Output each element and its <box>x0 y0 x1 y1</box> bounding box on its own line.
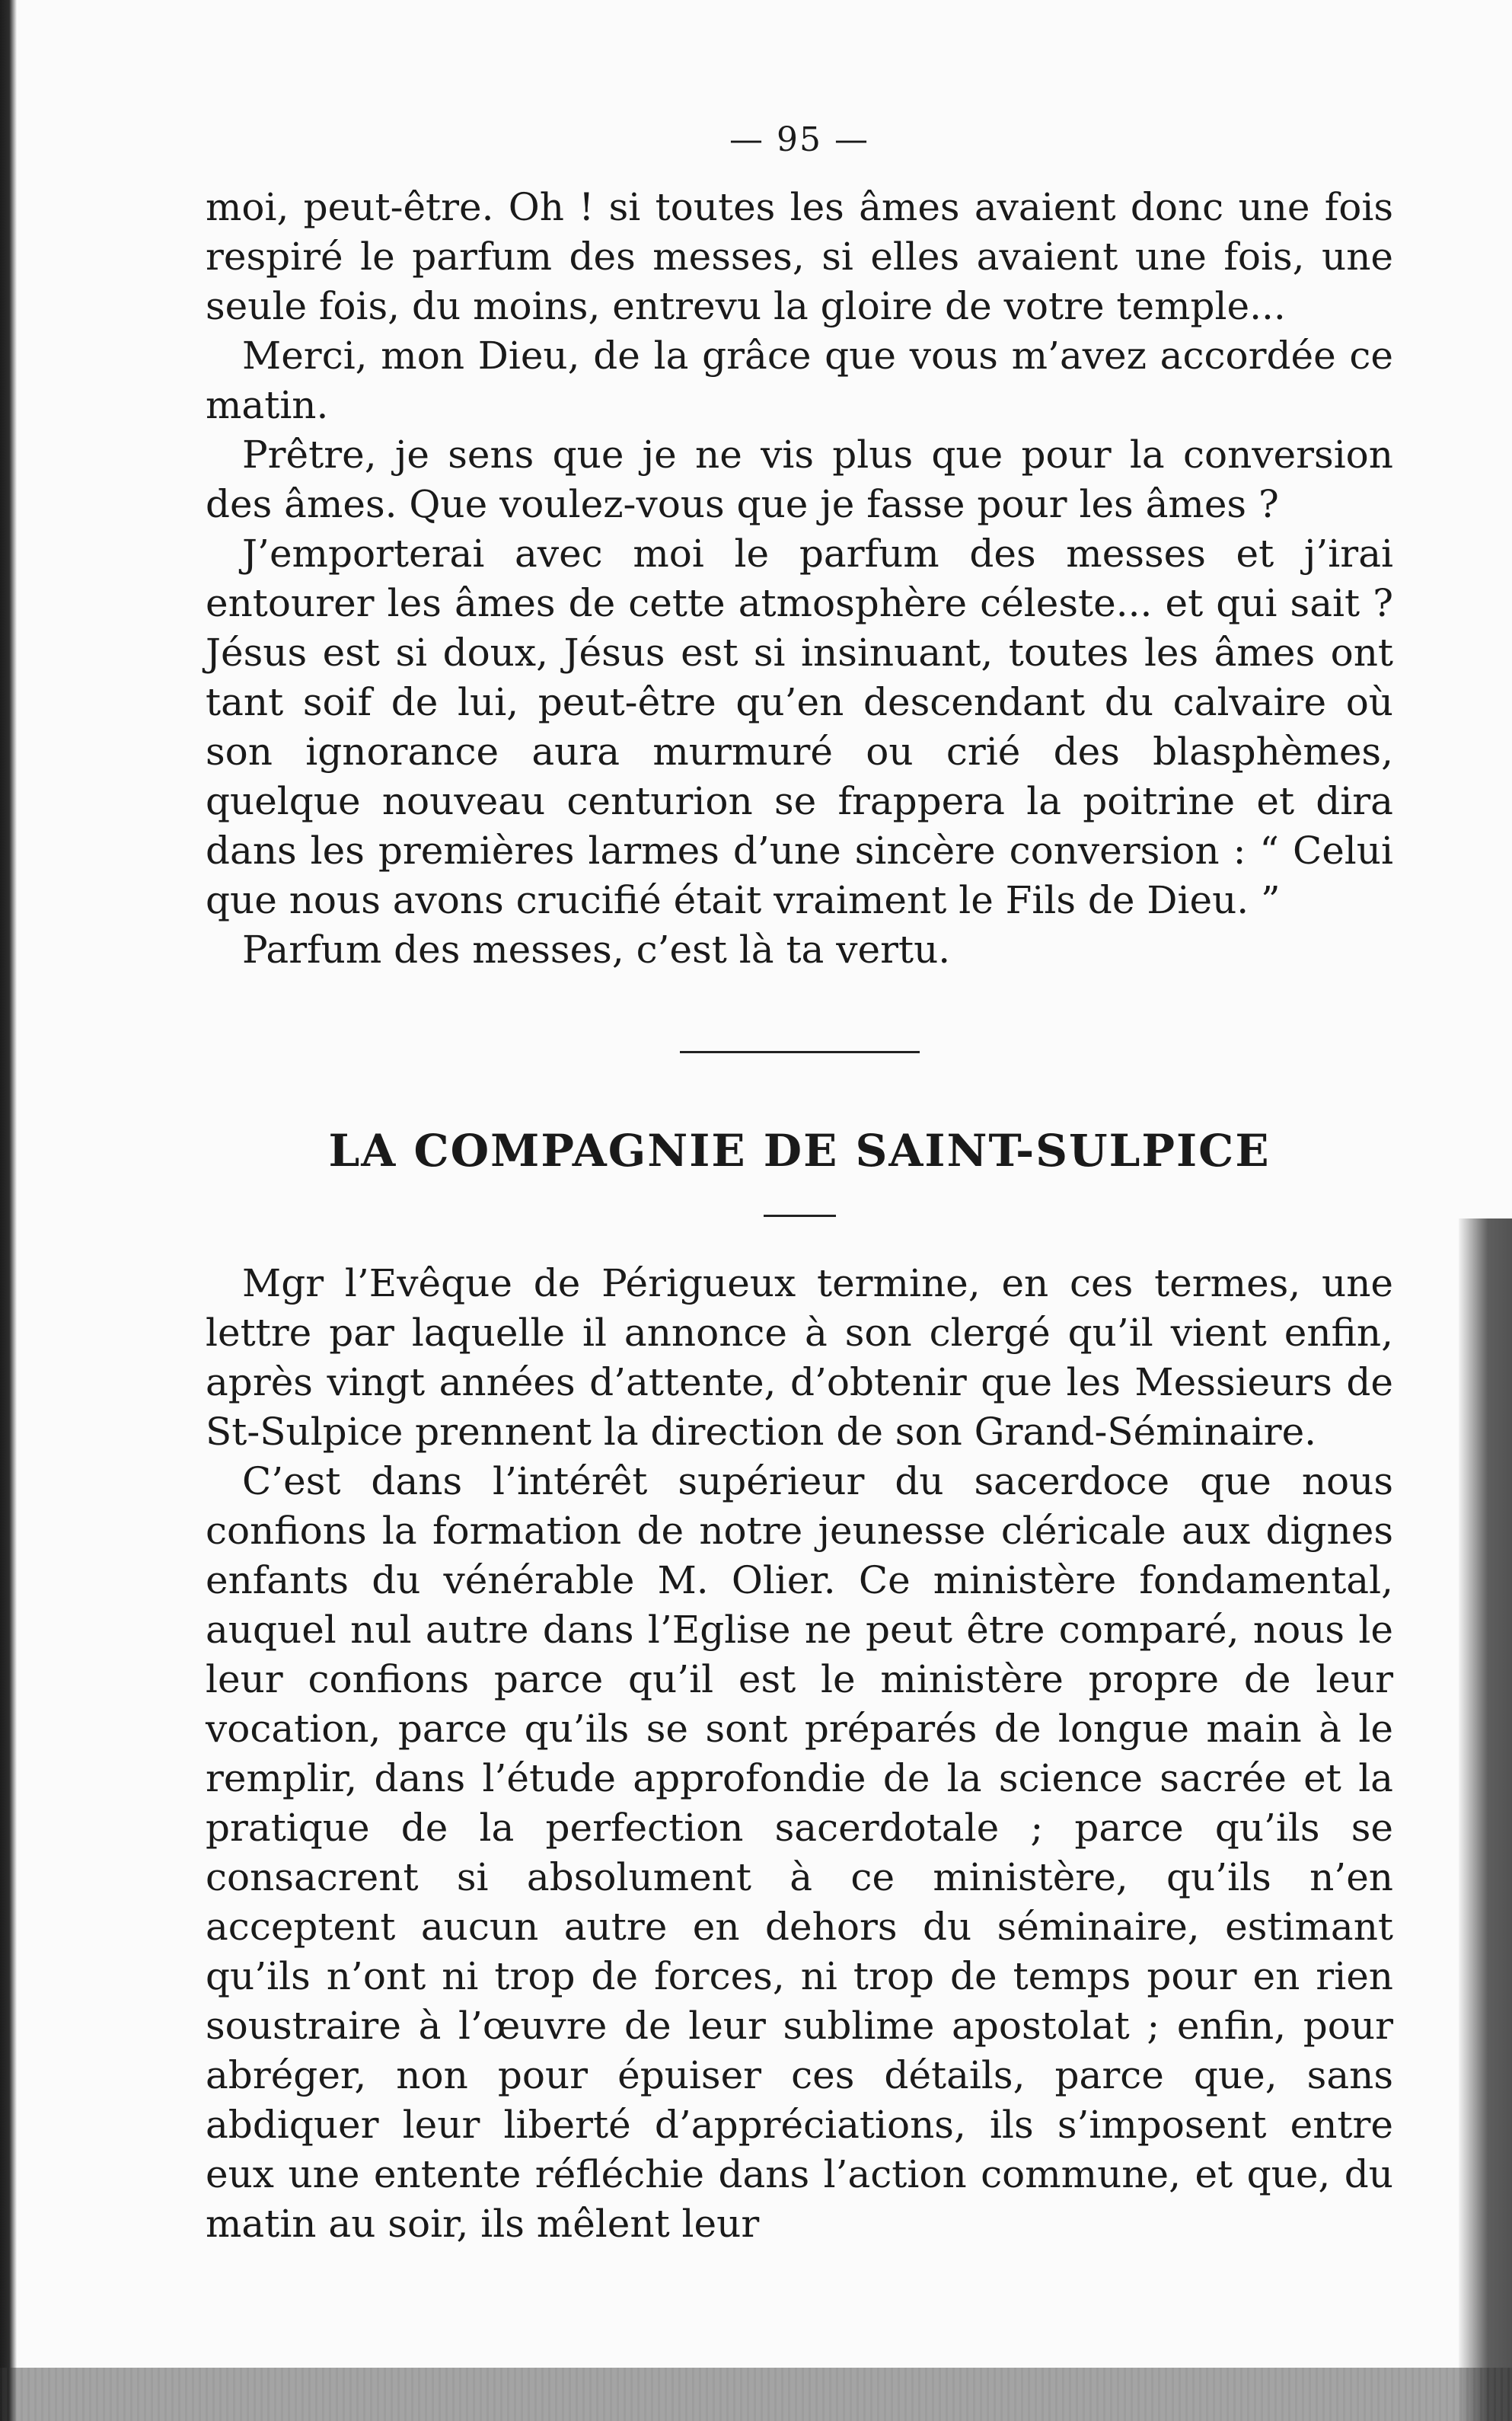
scan-left-edge <box>0 0 17 2421</box>
paragraph-1: moi, peut-être. Oh ! si toutes les âmes avaient donc une fois respiré le parfum des messes, si elles avaient une fois, une seule fois, du moins, entrevu la gloire de votre temple... <box>206 185 1393 329</box>
paragraph-3: Prêtre, je sens que je ne vis plus que pour la conversion des âmes. Que voulez-vous que je fasse pour les âmes ? <box>206 433 1393 527</box>
title-underline <box>764 1215 836 1217</box>
paragraph-2: Merci, mon Dieu, de la grâce que vous m’avez accordée ce matin. <box>206 334 1393 428</box>
section-title: LA COMPAGNIE DE SAINT-SULPICE <box>328 1125 1271 1177</box>
paragraph-5: Parfum des messes, c’est là ta vertu. <box>242 928 951 973</box>
spacer <box>206 2249 1393 2257</box>
section-divider <box>680 1051 920 1053</box>
page-number: — 95 — <box>729 120 869 159</box>
page-content <box>206 120 1393 2247</box>
section2-paragraph-1: Mgr l’Evêque de Périgueux termine, en ces termes, une lettre par laquelle il annonce à son clergé qu’il vient enfin, après vingt années d’attente, d’obtenir que les Messieurs de St-Sulpice prennent la direction de son Grand-Séminaire. <box>206 1261 1393 1455</box>
scan-bottom-band <box>0 2368 1512 2421</box>
paragraph-4: J’emporterai avec moi le parfum des messes et j’irai entourer les âmes de cette atmosphère céleste... et qui sait ? Jésus est si doux, Jésus est si insinuant, toutes les âmes ont tant soif de lui, peut-être qu’en descendant du calvaire où son ignorance aura murmuré ou crié des blasphèmes, quelque nouveau centurion se frappera la poitrine et dira dans les premières larmes d’une sincère conversion : “ Celui que nous avons crucifié était vraiment le Fils de Dieu. ” <box>206 532 1393 923</box>
scan-right-edge <box>1459 1218 1512 2421</box>
section2-paragraph-2: C’est dans l’intérêt supérieur du sacerdoce que nous confions la formation de notre jeunesse cléricale aux dignes enfants du vénérable M. Olier. Ce ministère fondamental, auquel nul autre dans l’Eglise ne peut être comparé, nous le leur confions parce qu’il est le ministère propre de leur vocation, parce qu’ils se sont préparés de longue main à le remplir, dans l’étude approfondie de la science sacrée et la pratique de la perfection sacerdotale ; parce qu’ils se consacrent si absolument à ce ministère, qu’ils n’en acceptent aucun autre en dehors du séminaire, estimant qu’ils n’ont ni trop de forces, ni trop de temps pour en rien soustraire à l’œuvre de leur sublime apostolat ; enfin, pour abréger, non pour épuiser ces détails, parce que, sans abdiquer leur liberté d’appréciations, ils s’imposent entre eux une entente réfléchie dans l’action commune, et que, du matin au soir, ils mêlent leur <box>206 1459 1393 2247</box>
